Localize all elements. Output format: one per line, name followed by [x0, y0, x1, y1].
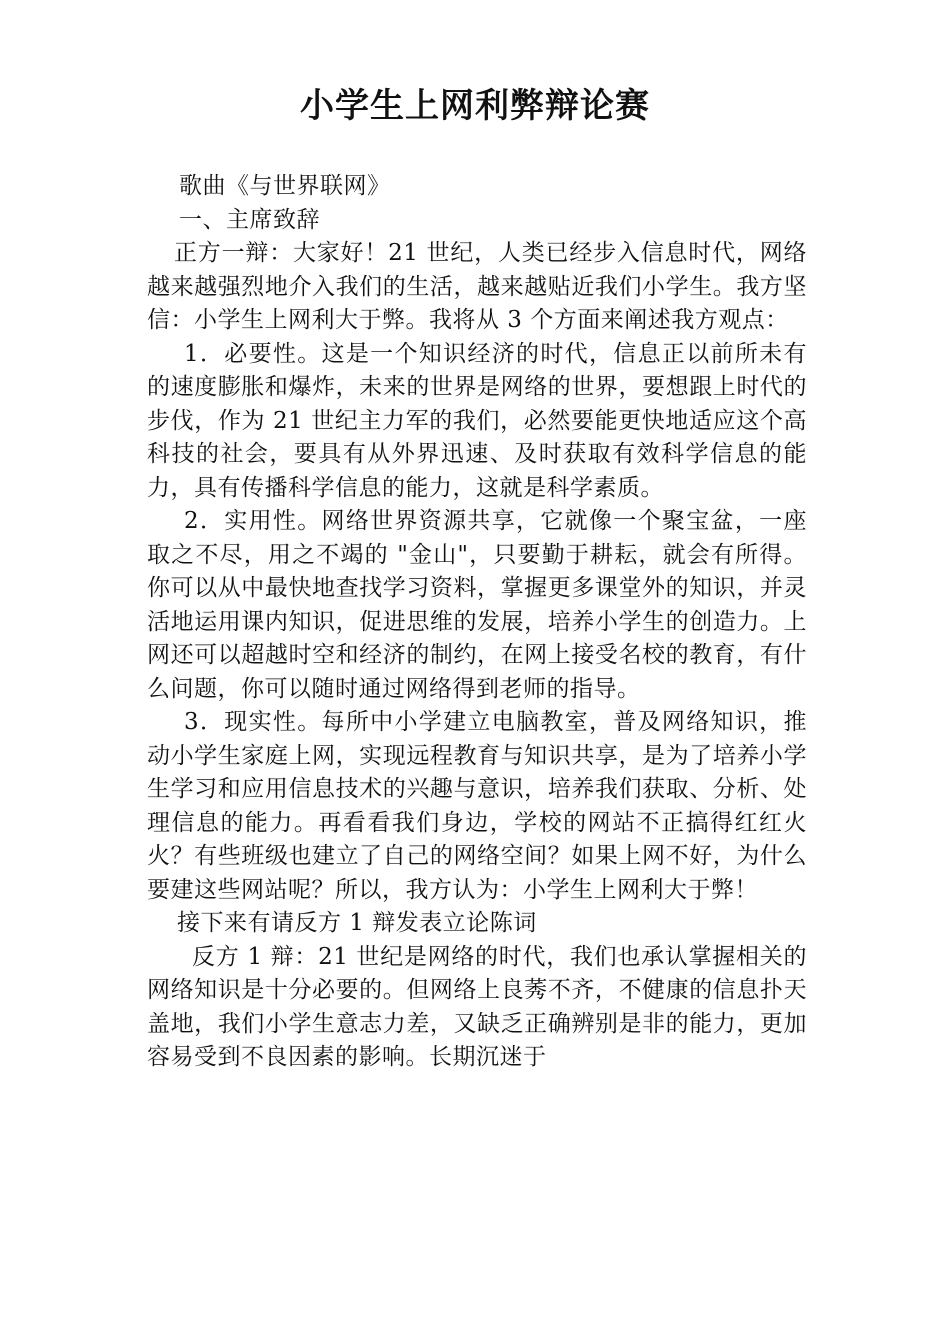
- document-body: [147, 170, 807, 1075]
- paragraph-negative-opening: 反方 1 辩：21 世纪是网络的时代，我们也承认掌握相关的网络知识是十分必要的。但网络上良莠不齐，不健康的信息扑天盖地，我们小学生意志力差，又缺乏正确辨别是非的能力，更加容易受到不良因素的影响。长期沉迷于: [147, 943, 807, 1070]
- paragraph-point-practicality: 2．实用性。网络世界资源共享，它就像一个聚宝盆，一座取之不尽，用之不竭的 "金山"，只要勤于耕耘，就会有所得。你可以从中最快地查找学习资料，掌握更多课堂外的知识，并灵活地运用课内知识，促进思维的发展，培养小学生的创造力。上网还可以超越时空和经济的制约，在网上接受名校的教育，有什么问题，你可以随时通过网络得到老师的指导。: [147, 508, 807, 702]
- paragraph-point-necessity: 1．必要性。这是一个知识经济的时代，信息正以前所未有的速度膨胀和爆炸，未来的世界是网络的世界，要想跟上时代的步伐，作为 21 世纪主力军的我们，必然要能更快地适应这个高科技的社会，要具有从外界迅速、及时获取有效科学信息的能力，具有传播科学信息的能力，这就是科学素质。: [147, 340, 807, 501]
- song-line: 歌曲《与世界联网》: [179, 173, 391, 199]
- section-heading-chair-speech: 一、主席致辞: [179, 206, 320, 233]
- paragraph-transition: 接下来有请反方 1 辩发表立论陈词: [177, 910, 537, 936]
- paragraph-affirmative-opening: 正方一辩：大家好！21 世纪，人类已经步入信息时代，网络越来越强烈地介入我们的生活，越来越贴近我们小学生。我方坚信：小学生上网利大于弊。我将从 3 个方面来阐述我方观点：: [147, 240, 807, 333]
- paragraph-point-reality: 3．现实性。每所中小学建立电脑教室，普及网络知识，推动小学生家庭上网，实现远程教育与知识共享，是为了培养小学生学习和应用信息技术的兴趣与意识，培养我们获取、分析、处理信息的能力。再看看我们身边，学校的网站不正搞得红红火火？有些班级也建立了自己的网络空间？如果上网不好，为什么要建这些网站呢？所以，我方认为：小学生上网利大于弊！: [147, 709, 807, 903]
- document-title: 小学生上网利弊辩论赛: [300, 86, 650, 126]
